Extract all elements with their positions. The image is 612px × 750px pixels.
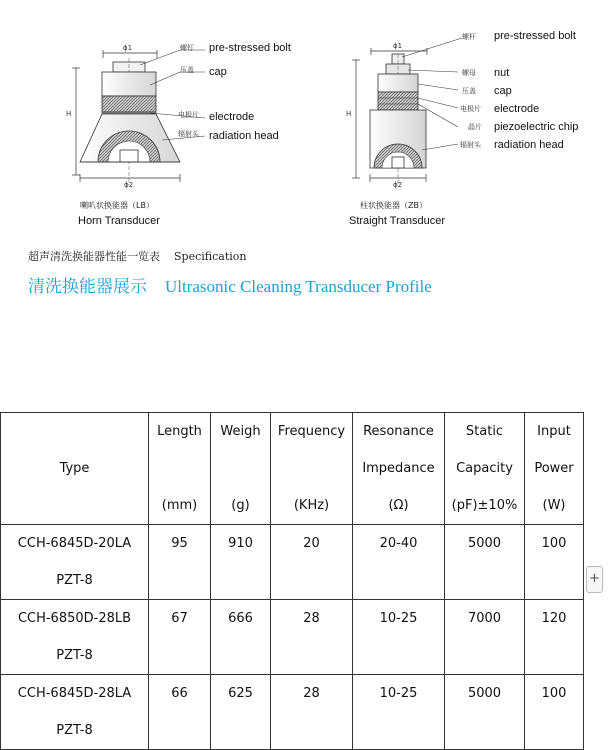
cell-value: 10-25 bbox=[379, 686, 418, 701]
horn-dim-d2: ϕ2 bbox=[124, 181, 134, 189]
header-line: (pF)±10% bbox=[451, 498, 518, 513]
cell-value: 100 bbox=[541, 536, 567, 551]
cell-capacity bbox=[445, 600, 525, 675]
header-line: (W) bbox=[542, 498, 566, 513]
horn-label-bolt: pre-stressed bolt bbox=[209, 42, 291, 54]
cell-weigh bbox=[211, 675, 271, 750]
cell-value: 120 bbox=[541, 611, 567, 626]
header-line: (mm) bbox=[161, 498, 198, 513]
spec-table bbox=[0, 412, 584, 750]
header-line: (Ω) bbox=[388, 498, 409, 513]
cell-frequency bbox=[271, 600, 353, 675]
cell-length bbox=[149, 525, 211, 600]
header-weigh bbox=[211, 413, 271, 525]
cell-value: 20 bbox=[303, 536, 320, 551]
header-frequency bbox=[271, 413, 353, 525]
header-line: (KHz) bbox=[293, 498, 330, 513]
header-impedance bbox=[353, 413, 445, 525]
straight-label-electrode: electrode bbox=[494, 103, 540, 115]
header-power bbox=[525, 413, 584, 525]
type-material: PZT-8 bbox=[56, 648, 93, 663]
type-model: CCH-6845D-28LA bbox=[17, 686, 132, 701]
cell-weigh bbox=[211, 525, 271, 600]
horn-label-cap: cap bbox=[209, 66, 227, 78]
cell-impedance bbox=[353, 600, 445, 675]
cell-value: 20-40 bbox=[379, 536, 418, 551]
header-length bbox=[149, 413, 211, 525]
type-model: CCH-6850D-28LB bbox=[17, 611, 132, 626]
horn-cn-radiation-head: 辐射头 bbox=[178, 130, 199, 138]
cell-value: 67 bbox=[171, 611, 188, 626]
horn-cn-electrode: 电极片 bbox=[178, 111, 199, 119]
cell-value: 666 bbox=[228, 611, 253, 626]
type-material: PZT-8 bbox=[56, 573, 93, 588]
header-line: Input bbox=[537, 424, 571, 439]
straight-label-nut: nut bbox=[494, 67, 510, 79]
cell-impedance bbox=[353, 675, 445, 750]
horn-transducer-diagram bbox=[0, 0, 300, 200]
profile-title bbox=[28, 272, 432, 297]
straight-cn-piezo: 晶片 bbox=[468, 123, 482, 131]
straight-cn-bolt: 螺杆 bbox=[462, 33, 476, 41]
cell-weigh bbox=[211, 600, 271, 675]
cell-length bbox=[149, 600, 211, 675]
cell-impedance bbox=[353, 525, 445, 600]
cell-value: 10-25 bbox=[379, 611, 418, 626]
cell-value: 5000 bbox=[467, 536, 502, 551]
header-line: (g) bbox=[231, 498, 250, 513]
straight-caption-en: Straight Transducer bbox=[349, 215, 445, 227]
straight-caption-cn: 柱状换能器（ZB） bbox=[360, 201, 427, 210]
profile-title-en: Ultrasonic Cleaning Transducer Profile bbox=[165, 277, 432, 296]
straight-dim-d1: ϕ1 bbox=[393, 42, 403, 50]
straight-transducer-diagram bbox=[340, 0, 490, 200]
header-type bbox=[1, 413, 149, 525]
cell-value: 5000 bbox=[467, 686, 502, 701]
type-model: CCH-6845D-20LA bbox=[17, 536, 132, 551]
cell-length bbox=[149, 675, 211, 750]
cell-power bbox=[525, 600, 584, 675]
horn-dim-h: H bbox=[66, 110, 72, 118]
header-type-label: Type bbox=[59, 461, 90, 476]
cell-type bbox=[1, 600, 149, 675]
horn-caption-cn: 喇叭状换能器（LB） bbox=[80, 201, 154, 210]
straight-label-piezo: piezoelectric chip bbox=[494, 121, 579, 133]
cell-capacity bbox=[445, 525, 525, 600]
cell-value: 95 bbox=[171, 536, 188, 551]
horn-label-radiation-head: radiation head bbox=[209, 130, 279, 142]
cell-value: 625 bbox=[228, 686, 253, 701]
header-line: Resonance bbox=[363, 424, 434, 439]
expand-plus-button[interactable]: + bbox=[586, 566, 603, 593]
cell-power bbox=[525, 525, 584, 600]
table-row bbox=[1, 600, 584, 675]
table-header-row bbox=[1, 413, 584, 525]
cell-value: 100 bbox=[541, 686, 567, 701]
header-capacity bbox=[445, 413, 525, 525]
specification-cn: 超声清洗换能器性能一览表 bbox=[28, 250, 160, 263]
horn-dim-d1: ϕ1 bbox=[123, 44, 133, 52]
header-line: Static bbox=[465, 424, 504, 439]
cell-value: 28 bbox=[303, 611, 320, 626]
horn-cn-bolt: 螺钉 bbox=[180, 44, 194, 52]
cell-frequency bbox=[271, 675, 353, 750]
straight-label-radiation-head: radiation head bbox=[494, 139, 564, 151]
header-line bbox=[271, 450, 352, 487]
straight-dim-d2: ϕ2 bbox=[393, 181, 403, 189]
table-row bbox=[1, 525, 584, 600]
horn-label-electrode: electrode bbox=[209, 111, 255, 123]
straight-label-cap: cap bbox=[494, 85, 512, 97]
straight-label-bolt: pre-stressed bolt bbox=[494, 30, 576, 42]
straight-cn-cap: 压盖 bbox=[462, 87, 476, 95]
header-line: Length bbox=[157, 424, 202, 439]
straight-cn-electrode: 电极片 bbox=[460, 105, 481, 113]
profile-title-cn: 清洗换能器展示 bbox=[28, 277, 147, 297]
specification-line bbox=[28, 248, 246, 264]
cell-type bbox=[1, 675, 149, 750]
straight-cn-nut: 螺母 bbox=[462, 69, 476, 77]
straight-cn-radiation-head: 辐射头 bbox=[460, 141, 481, 149]
cell-value: 66 bbox=[171, 686, 188, 701]
header-line: Frequency bbox=[277, 424, 346, 439]
header-line: Capacity bbox=[456, 461, 513, 476]
horn-cn-cap: 压盖 bbox=[180, 66, 194, 74]
cell-type bbox=[1, 525, 149, 600]
cell-value: 7000 bbox=[467, 611, 502, 626]
type-material: PZT-8 bbox=[56, 723, 93, 738]
horn-caption-en: Horn Transducer bbox=[78, 215, 160, 227]
header-line: Power bbox=[534, 461, 574, 476]
header-line: Impedance bbox=[362, 461, 435, 476]
cell-frequency bbox=[271, 525, 353, 600]
straight-dim-h: H bbox=[346, 110, 352, 118]
cell-value: 910 bbox=[228, 536, 253, 551]
cell-value: 28 bbox=[303, 686, 320, 701]
header-line bbox=[211, 450, 270, 487]
specification-en: Specification bbox=[174, 250, 247, 263]
header-line: Weigh bbox=[220, 424, 261, 439]
header-line bbox=[149, 450, 210, 487]
table-row bbox=[1, 675, 584, 750]
cell-capacity bbox=[445, 675, 525, 750]
cell-power bbox=[525, 675, 584, 750]
